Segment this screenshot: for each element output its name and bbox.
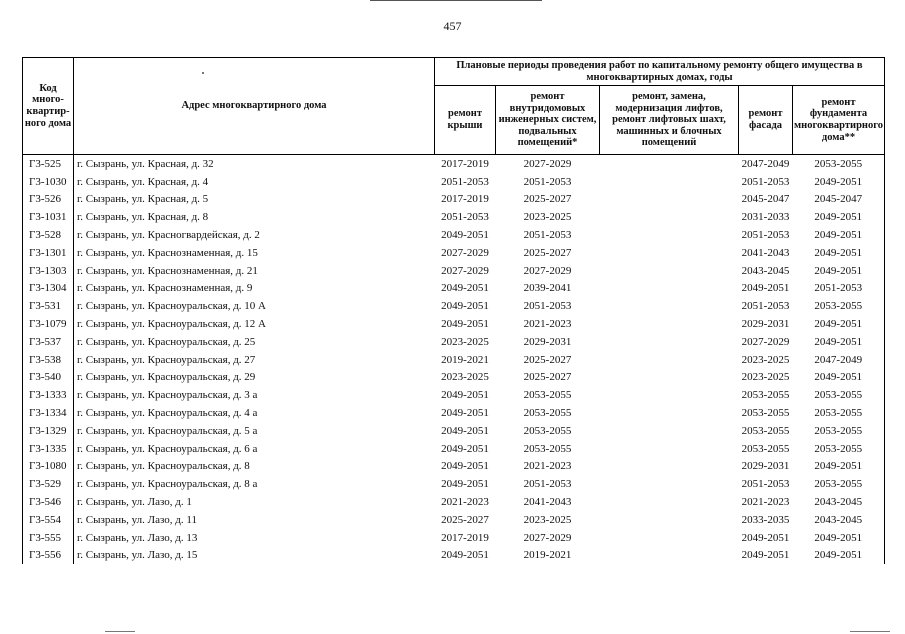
table-row	[23, 226, 885, 244]
cell-foundation: 2049-2051	[793, 226, 885, 244]
cell-systems: 2025-2027	[523, 246, 572, 259]
table-row	[23, 191, 885, 209]
cell-systems: 2027-2029	[523, 531, 572, 544]
cell-elevators	[600, 351, 739, 369]
cell-foundation: 2049-2051	[793, 173, 885, 191]
cell-code: Г3-540	[23, 369, 74, 387]
cell-foundation: 2053-2055	[793, 386, 885, 404]
cell-foundation: 2043-2045	[793, 511, 885, 529]
cell-address: г. Сызрань, ул. Красногвардейская, д. 2	[74, 226, 435, 244]
cell-facade: 2049-2051	[741, 549, 790, 562]
cell-code: Г3-531	[23, 297, 74, 315]
cell-facade: 2053-2055	[741, 389, 790, 402]
cell-roof: 2017-2019	[441, 531, 489, 544]
cell-systems: 2021-2023	[523, 318, 572, 331]
cell-code: Г3-1079	[23, 315, 74, 333]
cell-foundation: 2051-2053	[793, 280, 885, 298]
cell-code: Г3-1334	[23, 404, 74, 422]
cell-systems: 2025-2027	[523, 193, 572, 206]
cell-code: Г3-1335	[23, 440, 74, 458]
table-row	[23, 440, 885, 458]
table-row	[23, 280, 885, 298]
cell-roof: 2027-2029	[441, 264, 489, 277]
header-foundation: ремонт фундамента многоквартирного дома**	[793, 86, 885, 155]
cell-roof: 2017-2019	[441, 193, 489, 206]
cell-foundation: 2047-2049	[793, 351, 885, 369]
cell-systems: 2051-2053	[523, 229, 572, 242]
header-elevators: ремонт, замена, модернизация лифтов, ремонт лифтовых шахт, машинных и блочных помещений	[600, 86, 739, 155]
cell-code: Г3-1304	[23, 280, 74, 298]
cell-elevators	[600, 458, 739, 476]
cell-code: Г3-1031	[23, 208, 74, 226]
cell-foundation: 2053-2055	[793, 155, 885, 173]
cell-elevators	[600, 315, 739, 333]
cell-systems: 2021-2023	[523, 460, 572, 473]
cell-facade: 2029-2031	[741, 318, 790, 331]
cell-roof: 2019-2021	[441, 353, 489, 366]
cell-facade: 2021-2023	[741, 496, 790, 509]
header-address: Адрес многоквартирного дома	[74, 58, 435, 155]
cell-facade: 2033-2035	[741, 513, 790, 526]
cell-facade: 2053-2055	[741, 407, 790, 420]
cell-code: Г3-546	[23, 493, 74, 511]
cell-address: г. Сызрань, ул. Красноуральская, д. 3 а	[74, 386, 435, 404]
cell-systems: 2051-2053	[523, 300, 572, 313]
table-row	[23, 369, 885, 387]
cell-roof: 2023-2025	[441, 335, 489, 348]
cell-elevators	[600, 493, 739, 511]
cell-code: Г3-1030	[23, 173, 74, 191]
cell-facade: 2023-2025	[741, 371, 790, 384]
cell-facade: 2023-2025	[741, 353, 790, 366]
cell-roof: 2051-2053	[441, 211, 489, 224]
cell-systems: 2053-2055	[523, 389, 572, 402]
cell-elevators	[600, 369, 739, 387]
cell-address: г. Сызрань, ул. Лазо, д. 15	[74, 547, 435, 565]
cell-roof: 2049-2051	[441, 478, 489, 491]
header-code: Код много-квартир-ного дома	[23, 58, 74, 155]
cell-facade: 2049-2051	[741, 282, 790, 295]
cell-elevators	[600, 262, 739, 280]
cell-facade: 2051-2053	[741, 300, 790, 313]
bottom-rule-right	[850, 631, 890, 632]
cell-elevators	[600, 297, 739, 315]
cell-foundation: 2053-2055	[793, 404, 885, 422]
cell-foundation: 2053-2055	[793, 440, 885, 458]
header-period-group: Плановые периоды проведения работ по капитальному ремонту общего имущества в многоквартирных домах, годы	[435, 58, 885, 86]
cell-foundation: 2043-2045	[793, 493, 885, 511]
cell-roof: 2049-2051	[441, 229, 489, 242]
cell-foundation: 2049-2051	[793, 315, 885, 333]
cell-elevators	[600, 155, 739, 173]
cell-code: Г3-556	[23, 547, 74, 565]
cell-roof: 2049-2051	[441, 300, 489, 313]
cell-address: г. Сызрань, ул. Красная, д. 5	[74, 191, 435, 209]
cell-elevators	[600, 404, 739, 422]
cell-address: г. Сызрань, ул. Красноуральская, д. 12 А	[74, 315, 435, 333]
cell-elevators	[600, 280, 739, 298]
cell-systems: 2029-2031	[523, 335, 572, 348]
cell-systems: 2027-2029	[523, 157, 572, 170]
cell-elevators	[600, 386, 739, 404]
cell-address: г. Сызрань, ул. Лазо, д. 13	[74, 529, 435, 547]
cell-address: г. Сызрань, ул. Краснознаменная, д. 21	[74, 262, 435, 280]
cell-systems: 2025-2027	[523, 371, 572, 384]
cell-elevators	[600, 529, 739, 547]
cell-code: Г3-1329	[23, 422, 74, 440]
cell-roof: 2021-2023	[441, 496, 489, 509]
cell-roof: 2051-2053	[441, 175, 489, 188]
header-roof: ремонт крыши	[435, 86, 496, 155]
cell-facade: 2051-2053	[741, 478, 790, 491]
cell-facade: 2045-2047	[741, 193, 790, 206]
cell-code: Г3-1303	[23, 262, 74, 280]
cell-roof: 2049-2051	[441, 318, 489, 331]
cell-facade: 2051-2053	[741, 229, 790, 242]
cell-facade: 2053-2055	[741, 424, 790, 437]
cell-systems: 2053-2055	[523, 442, 572, 455]
table-row	[23, 422, 885, 440]
cell-address: г. Сызрань, ул. Красноуральская, д. 6 а	[74, 440, 435, 458]
table-row	[23, 297, 885, 315]
cell-facade: 2051-2053	[741, 175, 790, 188]
cell-foundation: 2049-2051	[793, 547, 885, 565]
table-row	[23, 244, 885, 262]
cell-roof: 2049-2051	[441, 407, 489, 420]
cell-elevators	[600, 422, 739, 440]
cell-code: Г3-1301	[23, 244, 74, 262]
cell-code: Г3-537	[23, 333, 74, 351]
cell-facade: 2047-2049	[741, 157, 790, 170]
cell-address: г. Сызрань, ул. Красная, д. 32	[74, 155, 435, 173]
table-body	[23, 155, 885, 565]
cell-code: Г3-525	[23, 155, 74, 173]
cell-foundation: 2049-2051	[793, 369, 885, 387]
cell-elevators	[600, 333, 739, 351]
cell-address: г. Сызрань, ул. Красноуральская, д. 5 а	[74, 422, 435, 440]
header-facade: ремонт фасада	[739, 86, 793, 155]
top-rule	[370, 0, 542, 1]
cell-elevators	[600, 547, 739, 565]
cell-code: Г3-555	[23, 529, 74, 547]
table-row	[23, 333, 885, 351]
table-row	[23, 493, 885, 511]
cell-elevators	[600, 226, 739, 244]
cell-systems: 2053-2055	[523, 407, 572, 420]
cell-foundation: 2049-2051	[793, 458, 885, 476]
cell-facade: 2041-2043	[741, 246, 790, 259]
cell-elevators	[600, 208, 739, 226]
cell-elevators	[600, 511, 739, 529]
cell-foundation: 2053-2055	[793, 422, 885, 440]
cell-roof: 2049-2051	[441, 442, 489, 455]
cell-systems: 2019-2021	[523, 549, 572, 562]
cell-foundation: 2049-2051	[793, 262, 885, 280]
cell-systems: 2027-2029	[523, 264, 572, 277]
table-row	[23, 315, 885, 333]
cell-roof: 2049-2051	[441, 549, 489, 562]
cell-systems: 2041-2043	[523, 496, 572, 509]
cell-foundation: 2053-2055	[793, 475, 885, 493]
cell-roof: 2017-2019	[441, 157, 489, 170]
cell-systems: 2023-2025	[523, 211, 572, 224]
cell-roof: 2049-2051	[441, 460, 489, 473]
cell-address: г. Сызрань, ул. Красноуральская, д. 4 а	[74, 404, 435, 422]
cell-systems: 2023-2025	[523, 513, 572, 526]
table-row	[23, 386, 885, 404]
cell-elevators	[600, 475, 739, 493]
header-systems: ремонт внутридомовых инженерных систем, подвальных помещений*	[496, 86, 600, 155]
cell-roof: 2049-2051	[441, 389, 489, 402]
cell-foundation: 2053-2055	[793, 297, 885, 315]
table-row	[23, 208, 885, 226]
cell-address: г. Сызрань, ул. Красноуральская, д. 29	[74, 369, 435, 387]
cell-elevators	[600, 191, 739, 209]
cell-elevators	[600, 173, 739, 191]
cell-facade: 2027-2029	[741, 335, 790, 348]
cell-code: Г3-1080	[23, 458, 74, 476]
table-row	[23, 511, 885, 529]
cell-facade: 2031-2033	[741, 211, 790, 224]
page-number: 457	[443, 19, 462, 33]
bottom-rule-left	[105, 631, 135, 632]
cell-address: г. Сызрань, ул. Лазо, д. 11	[74, 511, 435, 529]
table-row	[23, 155, 885, 173]
cell-address: г. Сызрань, ул. Краснознаменная, д. 15	[74, 244, 435, 262]
cell-code: Г3-538	[23, 351, 74, 369]
cell-facade: 2049-2051	[741, 531, 790, 544]
cell-address: г. Сызрань, ул. Красная, д. 8	[74, 208, 435, 226]
cell-address: г. Сызрань, ул. Красная, д. 4	[74, 173, 435, 191]
cell-systems: 2051-2053	[523, 478, 572, 491]
cell-foundation: 2049-2051	[793, 244, 885, 262]
cell-code: Г3-529	[23, 475, 74, 493]
cell-systems: 2039-2041	[523, 282, 572, 295]
cell-code: Г3-554	[23, 511, 74, 529]
cell-foundation: 2049-2051	[793, 208, 885, 226]
table-row	[23, 458, 885, 476]
cell-roof: 2049-2051	[441, 424, 489, 437]
cell-foundation: 2049-2051	[793, 529, 885, 547]
table-row	[23, 173, 885, 191]
table-row	[23, 529, 885, 547]
cell-code: Г3-528	[23, 226, 74, 244]
cell-address: г. Сызрань, ул. Красноуральская, д. 27	[74, 351, 435, 369]
cell-facade: 2043-2045	[741, 264, 790, 277]
cell-elevators	[600, 244, 739, 262]
cell-address: г. Сызрань, ул. Краснознаменная, д. 9	[74, 280, 435, 298]
cell-foundation: 2049-2051	[793, 333, 885, 351]
cell-foundation: 2045-2047	[793, 191, 885, 209]
cell-facade: 2029-2031	[741, 460, 790, 473]
table-row	[23, 475, 885, 493]
cell-systems: 2025-2027	[523, 353, 572, 366]
cell-systems: 2053-2055	[523, 424, 572, 437]
repair-schedule-table	[22, 57, 885, 564]
cell-roof: 2049-2051	[441, 282, 489, 295]
cell-code: Г3-1333	[23, 386, 74, 404]
table-row	[23, 351, 885, 369]
table-row	[23, 547, 885, 565]
cell-roof: 2027-2029	[441, 246, 489, 259]
cell-facade: 2053-2055	[741, 442, 790, 455]
cell-systems: 2051-2053	[523, 175, 572, 188]
cell-address: г. Сызрань, ул. Лазо, д. 1	[74, 493, 435, 511]
cell-address: г. Сызрань, ул. Красноуральская, д. 8	[74, 458, 435, 476]
cell-roof: 2025-2027	[441, 513, 489, 526]
cell-elevators	[600, 440, 739, 458]
table-row	[23, 262, 885, 280]
cell-code: Г3-526	[23, 191, 74, 209]
cell-address: г. Сызрань, ул. Красноуральская, д. 10 А	[74, 297, 435, 315]
cell-roof: 2023-2025	[441, 371, 489, 384]
cell-address: г. Сызрань, ул. Красноуральская, д. 25	[74, 333, 435, 351]
table-row	[23, 404, 885, 422]
cell-address: г. Сызрань, ул. Красноуральская, д. 8 а	[74, 475, 435, 493]
